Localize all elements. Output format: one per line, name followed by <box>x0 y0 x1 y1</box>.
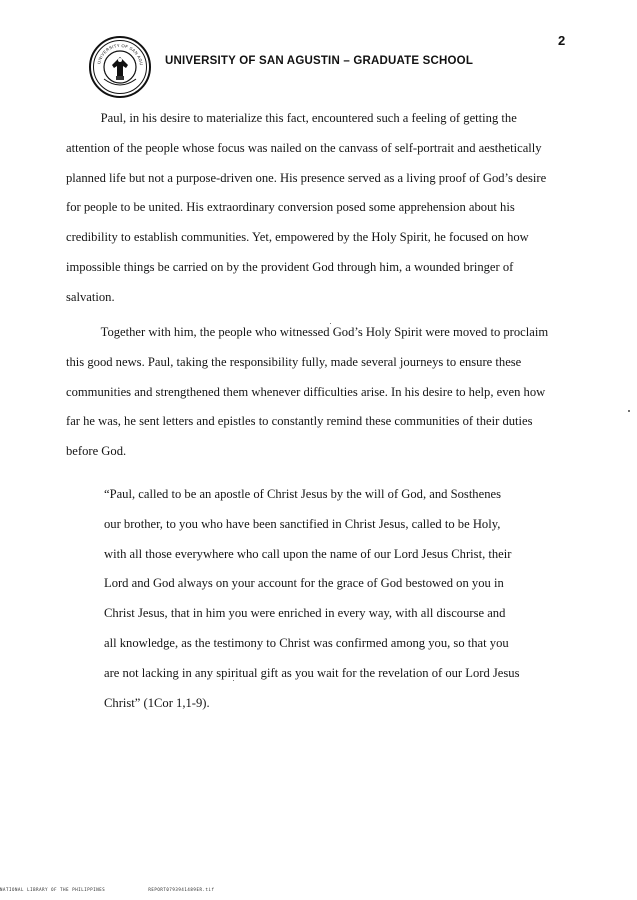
quote-line: Christ” (1Cor 1,1-9). <box>104 695 210 710</box>
text-line: communities and strengthened them whenever difficulties arise. In his desire to help, even how <box>66 384 546 399</box>
text-line: impossible things be carried on by the provident God through him, a wounded bringer of <box>66 259 514 274</box>
text-line: before God. <box>66 444 127 459</box>
text-line: for people to be united. His extraordinary conversion posed some apprehension about his <box>66 200 515 215</box>
text-line: Together with him, the people who witnessed God’s Holy Spirit were moved to proclaim <box>66 325 549 339</box>
footer-filename: REPORT0793941489ER.tif <box>148 887 215 892</box>
quote-line: Christ Jesus, that in him you were enriched in every way, with all discourse and <box>104 606 506 621</box>
scan-speck <box>628 410 630 412</box>
scan-speck <box>330 323 331 324</box>
text-line: this good news. Paul, taking the responsibility fully, made several journeys to ensure these <box>66 354 522 369</box>
scan-footer <box>0 887 255 892</box>
page-number: 2 <box>558 33 566 48</box>
text-line: credibility to establish communities. Yet, empowered by the Holy Spirit, he focused on how <box>66 230 529 245</box>
paragraph-2 <box>66 318 568 467</box>
svg-text:UNIVERSITY OF SAN AGUSTIN: UNIVERSITY OF SAN AGU <box>96 42 144 66</box>
text-line: planned life but not a purpose-driven one. His presence served as a living proof of God’s desire <box>66 170 547 185</box>
quote-line: “Paul, called to be an apostle of Christ Jesus by the will of God, and Sosthenes <box>104 487 501 501</box>
footer-library: NATIONAL LIBRARY OF THE PHILIPPINES <box>0 887 106 892</box>
scan-speck <box>233 680 234 681</box>
university-seal-logo <box>88 35 152 99</box>
quote-line: with all those everywhere who call upon the name of our Lord Jesus Christ, their <box>104 546 512 561</box>
text-line: attention of the people whose focus was nailed on the canvass of self-portrait and aesthetically <box>66 140 542 155</box>
text-line: salvation. <box>66 289 115 304</box>
quote-line: our brother, to you who have been sanctified in Christ Jesus, called to be Holy, <box>104 516 501 531</box>
text-line: Paul, in his desire to materialize this fact, encountered such a feeling of getting the <box>66 111 517 125</box>
block-quote <box>104 480 537 718</box>
quote-line: Lord and God always on your account for the grace of God bestowed on you in <box>104 576 504 591</box>
quote-line: are not lacking in any spiritual gift as you wait for the revelation of our Lord Jesus <box>104 665 520 680</box>
header-title: UNIVERSITY OF SAN AGUSTIN – GRADUATE SCHOOL <box>165 55 474 67</box>
paragraph-1 <box>66 104 568 313</box>
quote-line: all knowledge, as the testimony to Christ was confirmed among you, so that you <box>104 635 509 650</box>
text-line: far he was, he sent letters and epistles to constantly remind these communities of their duties <box>66 414 533 429</box>
